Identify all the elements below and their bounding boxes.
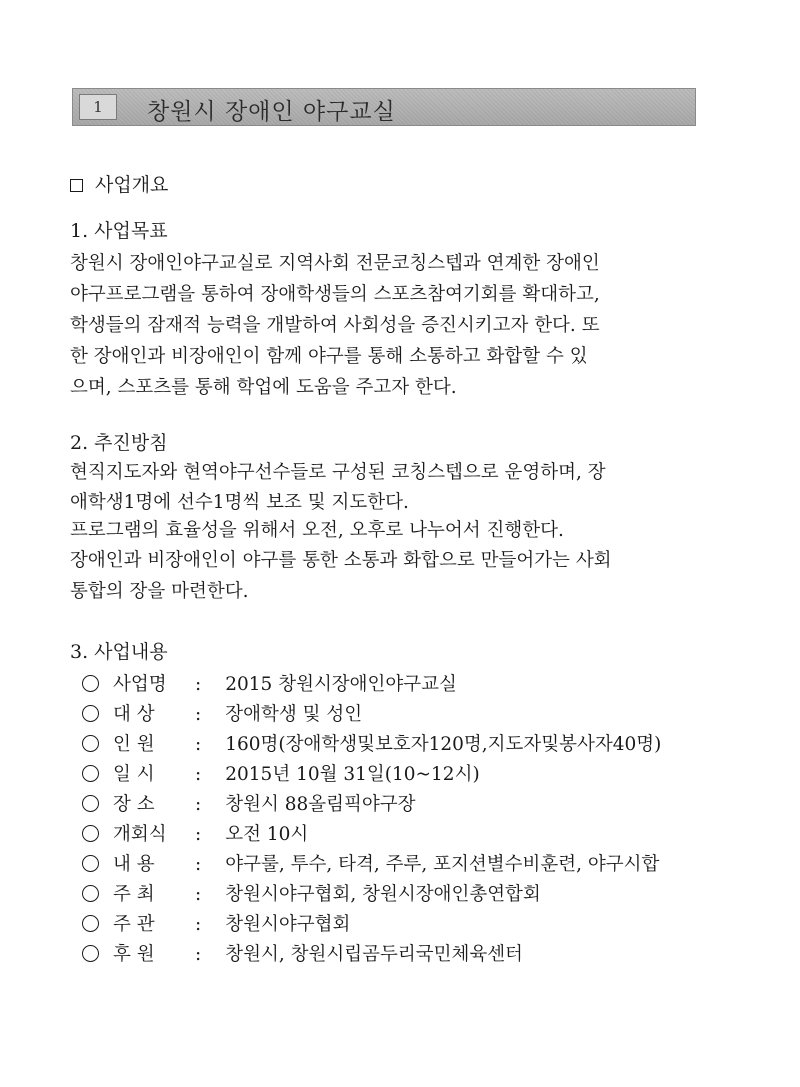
detail-item xyxy=(82,855,659,875)
section-1-line: 한 장애인과 비장애인이 함께 야구를 통해 소통하고 화합할 수 있 xyxy=(70,346,588,367)
title-banner xyxy=(72,88,696,126)
detail-colon: : xyxy=(195,914,202,935)
detail-label: 후 원 xyxy=(113,944,155,965)
detail-label: 내 용 xyxy=(113,854,155,875)
section-1-line: 야구프로그램을 통하여 장애학생들의 스포츠참여기회를 확대하고, xyxy=(70,284,600,305)
detail-item xyxy=(82,735,661,755)
detail-label: 장 소 xyxy=(113,794,155,815)
section-2-line: 통합의 장을 마련한다. xyxy=(70,581,249,602)
detail-value: 야구룰, 투수, 타격, 주루, 포지션별수비훈련, 야구시합 xyxy=(225,854,660,875)
detail-colon: : xyxy=(195,764,202,785)
detail-value: 160명(장애학생및보호자120명,지도자및봉사자40명) xyxy=(225,734,662,755)
detail-colon: : xyxy=(195,944,202,965)
section-1-line: 으며, 스포츠를 통해 학업에 도움을 주고자 한다. xyxy=(70,377,457,398)
section-2-line: 프로그램의 효율성을 위해서 오전, 오후로 나누어서 진행한다. xyxy=(70,520,564,541)
circle-bullet-icon xyxy=(82,675,99,692)
detail-item xyxy=(82,795,416,815)
overview-heading xyxy=(70,176,168,195)
circle-bullet-icon xyxy=(82,855,99,872)
detail-colon: : xyxy=(195,794,202,815)
detail-colon: : xyxy=(195,884,202,905)
section-1-line: 학생들의 잠재적 능력을 개발하여 사회성을 증진시키고자 한다. 또 xyxy=(70,315,600,336)
detail-value: 2015년 10월 31일(10~12시) xyxy=(225,764,480,785)
circle-bullet-icon xyxy=(82,795,99,812)
detail-colon: : xyxy=(195,704,202,725)
detail-value: 창원시야구협회, 창원시장애인총연합회 xyxy=(225,884,541,905)
page-title: 창원시 장애인 야구교실 xyxy=(147,99,396,125)
section-3-heading: 3. 사업내용 xyxy=(70,641,168,663)
detail-value: 2015 창원시장애인야구교실 xyxy=(225,674,457,695)
detail-label: 주 관 xyxy=(113,914,155,935)
detail-item xyxy=(82,705,362,725)
detail-item xyxy=(82,675,457,695)
circle-bullet-icon xyxy=(82,945,99,962)
detail-label: 주 최 xyxy=(113,884,155,905)
detail-colon: : xyxy=(195,674,202,695)
detail-item xyxy=(82,945,523,965)
circle-bullet-icon xyxy=(82,825,99,842)
detail-colon: : xyxy=(195,734,202,755)
detail-item xyxy=(82,885,541,905)
circle-bullet-icon xyxy=(82,765,99,782)
detail-value: 장애학생 및 성인 xyxy=(225,704,363,725)
detail-item xyxy=(82,825,308,845)
circle-bullet-icon xyxy=(82,915,99,932)
detail-item xyxy=(82,765,480,785)
section-1-line: 창원시 장애인야구교실로 지역사회 전문코칭스텝과 연계한 장애인 xyxy=(70,253,600,274)
section-2-line: 애학생1명에 선수1명씩 보조 및 지도한다. xyxy=(70,492,409,513)
detail-value: 창원시, 창원시립곰두리국민체육센터 xyxy=(225,944,523,965)
detail-value: 창원시야구협회 xyxy=(225,914,351,935)
detail-label: 일 시 xyxy=(113,764,155,785)
section-2-heading: 2. 추진방침 xyxy=(70,432,168,454)
circle-bullet-icon xyxy=(82,705,99,722)
checkbox-square-icon xyxy=(70,179,83,192)
detail-label: 개회식 xyxy=(113,824,167,845)
circle-bullet-icon xyxy=(82,735,99,752)
detail-label: 사업명 xyxy=(113,674,167,695)
detail-colon: : xyxy=(195,854,202,875)
detail-colon: : xyxy=(195,824,202,845)
section-2-line: 장애인과 비장애인이 야구를 통한 소통과 화합으로 만들어가는 사회 xyxy=(70,550,612,571)
circle-bullet-icon xyxy=(82,885,99,902)
detail-value: 창원시 88올림픽야구장 xyxy=(225,794,416,815)
detail-value: 오전 10시 xyxy=(225,824,309,845)
detail-label: 인 원 xyxy=(113,734,155,755)
section-1-heading: 1. 사업목표 xyxy=(70,220,168,242)
section-number: 1 xyxy=(79,94,117,120)
detail-item xyxy=(82,915,350,935)
section-2-line: 현직지도자와 현역야구선수들로 구성된 코칭스텝으로 운영하며, 장 xyxy=(70,462,606,483)
detail-label: 대 상 xyxy=(113,704,155,725)
overview-heading-text: 사업개요 xyxy=(95,174,169,196)
